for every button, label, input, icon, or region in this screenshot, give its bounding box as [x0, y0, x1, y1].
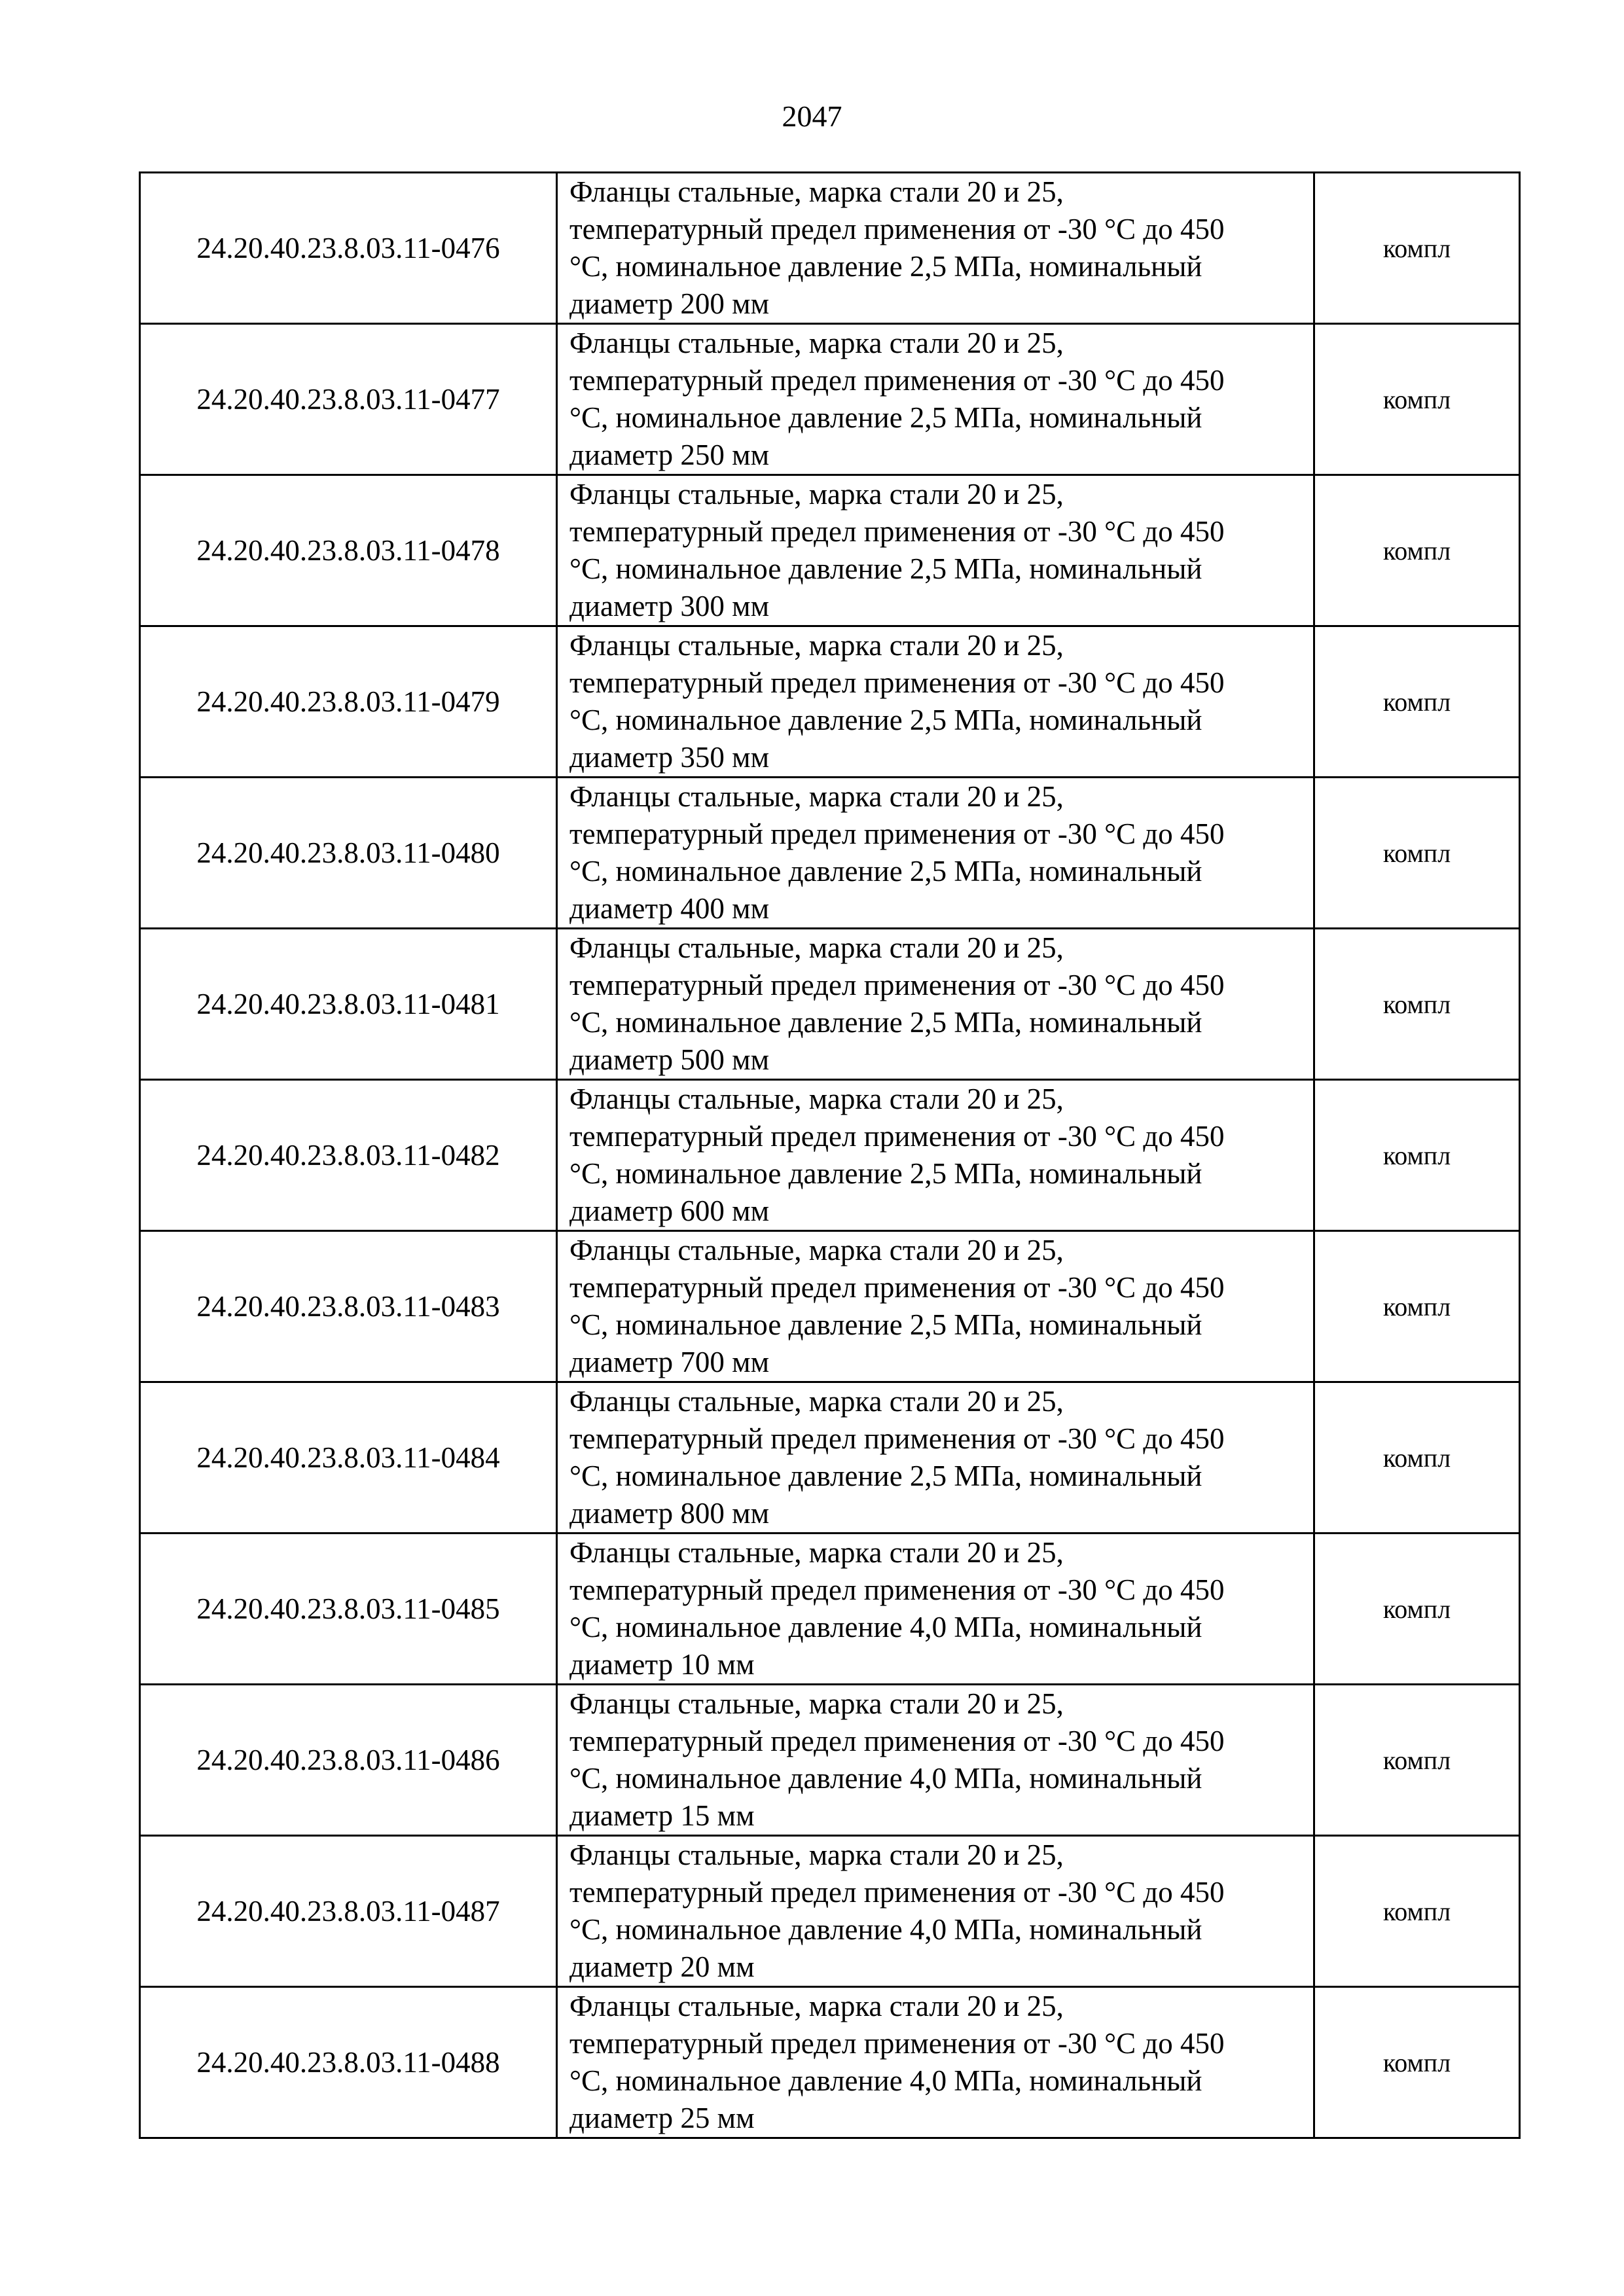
description-line: °C, номинальное давление 2,5 МПа, номинальный	[569, 401, 1202, 434]
table-row	[140, 1382, 1520, 1534]
description-line: температурный предел применения от -30 °C до 450	[569, 817, 1225, 850]
resource-table	[139, 171, 1521, 2139]
description-line: диаметр 10 мм	[569, 1648, 755, 1681]
resource-code-cell: 24.20.40.23.8.03.11-0480	[140, 778, 557, 929]
description-line: диаметр 700 мм	[569, 1346, 770, 1378]
description-line: °C, номинальное давление 2,5 МПа, номинальный	[569, 855, 1202, 888]
description-line: температурный предел применения от -30 °C до 450	[569, 1271, 1225, 1304]
description-line: Фланцы стальные, марка стали 20 и 25,	[569, 1083, 1064, 1115]
description-cell	[557, 626, 1314, 778]
description-line: °C, номинальное давление 4,0 МПа, номинальный	[569, 1762, 1202, 1795]
table-row	[140, 626, 1520, 778]
description-line: Фланцы стальные, марка стали 20 и 25,	[569, 1536, 1064, 1569]
description-cell	[557, 1987, 1314, 2138]
description-line: диаметр 250 мм	[569, 439, 770, 471]
unit-cell: компл	[1314, 778, 1520, 929]
resource-code-cell: 24.20.40.23.8.03.11-0479	[140, 626, 557, 778]
resource-code-cell: 24.20.40.23.8.03.11-0477	[140, 324, 557, 475]
unit-cell: компл	[1314, 475, 1520, 626]
description-line: диаметр 20 мм	[569, 1950, 755, 1983]
description-cell	[557, 1685, 1314, 1836]
description-line: температурный предел применения от -30 °C до 450	[569, 1725, 1225, 1757]
description-line: Фланцы стальные, марка стали 20 и 25,	[569, 1687, 1064, 1720]
description-cell	[557, 324, 1314, 475]
unit-cell: компл	[1314, 324, 1520, 475]
unit-cell: компл	[1314, 173, 1520, 324]
description-cell	[557, 1534, 1314, 1685]
description-line: температурный предел применения от -30 °C до 450	[569, 364, 1225, 397]
description-line: °C, номинальное давление 2,5 МПа, номинальный	[569, 250, 1202, 283]
description-line: °C, номинальное давление 2,5 МПа, номинальный	[569, 1006, 1202, 1039]
table-row	[140, 173, 1520, 324]
description-line: Фланцы стальные, марка стали 20 и 25,	[569, 1385, 1064, 1418]
description-line: температурный предел применения от -30 °C до 450	[569, 515, 1225, 548]
description-line: Фланцы стальные, марка стали 20 и 25,	[569, 1839, 1064, 1871]
resource-code-cell: 24.20.40.23.8.03.11-0488	[140, 1987, 557, 2138]
description-line: °C, номинальное давление 4,0 МПа, номинальный	[569, 1611, 1202, 1643]
table-row	[140, 475, 1520, 626]
description-line: Фланцы стальные, марка стали 20 и 25,	[569, 327, 1064, 359]
description-line: Фланцы стальные, марка стали 20 и 25,	[569, 1990, 1064, 2022]
description-line: °C, номинальное давление 2,5 МПа, номинальный	[569, 1460, 1202, 1492]
resource-code-cell: 24.20.40.23.8.03.11-0478	[140, 475, 557, 626]
unit-cell: компл	[1314, 1987, 1520, 2138]
description-cell	[557, 1836, 1314, 1987]
table-body	[140, 173, 1520, 2138]
unit-cell: компл	[1314, 1836, 1520, 1987]
unit-cell: компл	[1314, 1080, 1520, 1231]
description-line: °C, номинальное давление 2,5 МПа, номинальный	[569, 552, 1202, 585]
description-cell	[557, 1080, 1314, 1231]
table-row	[140, 324, 1520, 475]
table-row	[140, 1987, 1520, 2138]
description-line: диаметр 200 мм	[569, 287, 770, 320]
unit-cell: компл	[1314, 1534, 1520, 1685]
description-line: диаметр 800 мм	[569, 1497, 770, 1530]
description-line: °C, номинальное давление 4,0 МПа, номинальный	[569, 2064, 1202, 2097]
table-row	[140, 1534, 1520, 1685]
description-line: °C, номинальное давление 4,0 МПа, номинальный	[569, 1913, 1202, 1946]
table-row	[140, 929, 1520, 1080]
description-line: Фланцы стальные, марка стали 20 и 25,	[569, 780, 1064, 813]
description-line: Фланцы стальные, марка стали 20 и 25,	[569, 629, 1064, 662]
description-cell	[557, 929, 1314, 1080]
description-line: температурный предел применения от -30 °C до 450	[569, 2027, 1225, 2060]
description-cell	[557, 475, 1314, 626]
description-cell	[557, 778, 1314, 929]
description-line: диаметр 500 мм	[569, 1043, 770, 1076]
description-line: температурный предел применения от -30 °C до 450	[569, 666, 1225, 699]
description-line: температурный предел применения от -30 °C до 450	[569, 1573, 1225, 1606]
description-line: диаметр 15 мм	[569, 1799, 755, 1832]
table-row	[140, 778, 1520, 929]
description-line: °C, номинальное давление 2,5 МПа, номинальный	[569, 1308, 1202, 1341]
resource-code-cell: 24.20.40.23.8.03.11-0484	[140, 1382, 557, 1534]
resource-code-cell: 24.20.40.23.8.03.11-0476	[140, 173, 557, 324]
unit-cell: компл	[1314, 626, 1520, 778]
unit-cell: компл	[1314, 1685, 1520, 1836]
description-line: Фланцы стальные, марка стали 20 и 25,	[569, 478, 1064, 511]
page-number: 2047	[782, 99, 842, 133]
resource-code-cell: 24.20.40.23.8.03.11-0485	[140, 1534, 557, 1685]
description-line: диаметр 25 мм	[569, 2102, 755, 2134]
unit-cell: компл	[1314, 1382, 1520, 1534]
description-line: температурный предел применения от -30 °C до 450	[569, 213, 1225, 245]
table-row	[140, 1685, 1520, 1836]
table-row	[140, 1080, 1520, 1231]
description-line: °C, номинальное давление 2,5 МПа, номинальный	[569, 1157, 1202, 1190]
description-line: диаметр 600 мм	[569, 1194, 770, 1227]
description-cell	[557, 1231, 1314, 1382]
resource-code-cell: 24.20.40.23.8.03.11-0482	[140, 1080, 557, 1231]
description-line: диаметр 400 мм	[569, 892, 770, 925]
description-line: Фланцы стальные, марка стали 20 и 25,	[569, 931, 1064, 964]
resource-code-cell: 24.20.40.23.8.03.11-0487	[140, 1836, 557, 1987]
table-row	[140, 1836, 1520, 1987]
description-line: Фланцы стальные, марка стали 20 и 25,	[569, 1234, 1064, 1266]
resource-code-cell: 24.20.40.23.8.03.11-0486	[140, 1685, 557, 1836]
description-line: диаметр 350 мм	[569, 741, 770, 774]
description-line: Фланцы стальные, марка стали 20 и 25,	[569, 175, 1064, 208]
description-cell	[557, 173, 1314, 324]
description-line: температурный предел применения от -30 °C до 450	[569, 1120, 1225, 1153]
description-line: °C, номинальное давление 2,5 МПа, номинальный	[569, 704, 1202, 736]
description-line: температурный предел применения от -30 °C до 450	[569, 969, 1225, 1001]
table-row	[140, 1231, 1520, 1382]
description-cell	[557, 1382, 1314, 1534]
resource-code-cell: 24.20.40.23.8.03.11-0483	[140, 1231, 557, 1382]
description-line: температурный предел применения от -30 °C до 450	[569, 1876, 1225, 1909]
unit-cell: компл	[1314, 929, 1520, 1080]
description-line: диаметр 300 мм	[569, 590, 770, 622]
unit-cell: компл	[1314, 1231, 1520, 1382]
resource-code-cell: 24.20.40.23.8.03.11-0481	[140, 929, 557, 1080]
description-line: температурный предел применения от -30 °C до 450	[569, 1422, 1225, 1455]
